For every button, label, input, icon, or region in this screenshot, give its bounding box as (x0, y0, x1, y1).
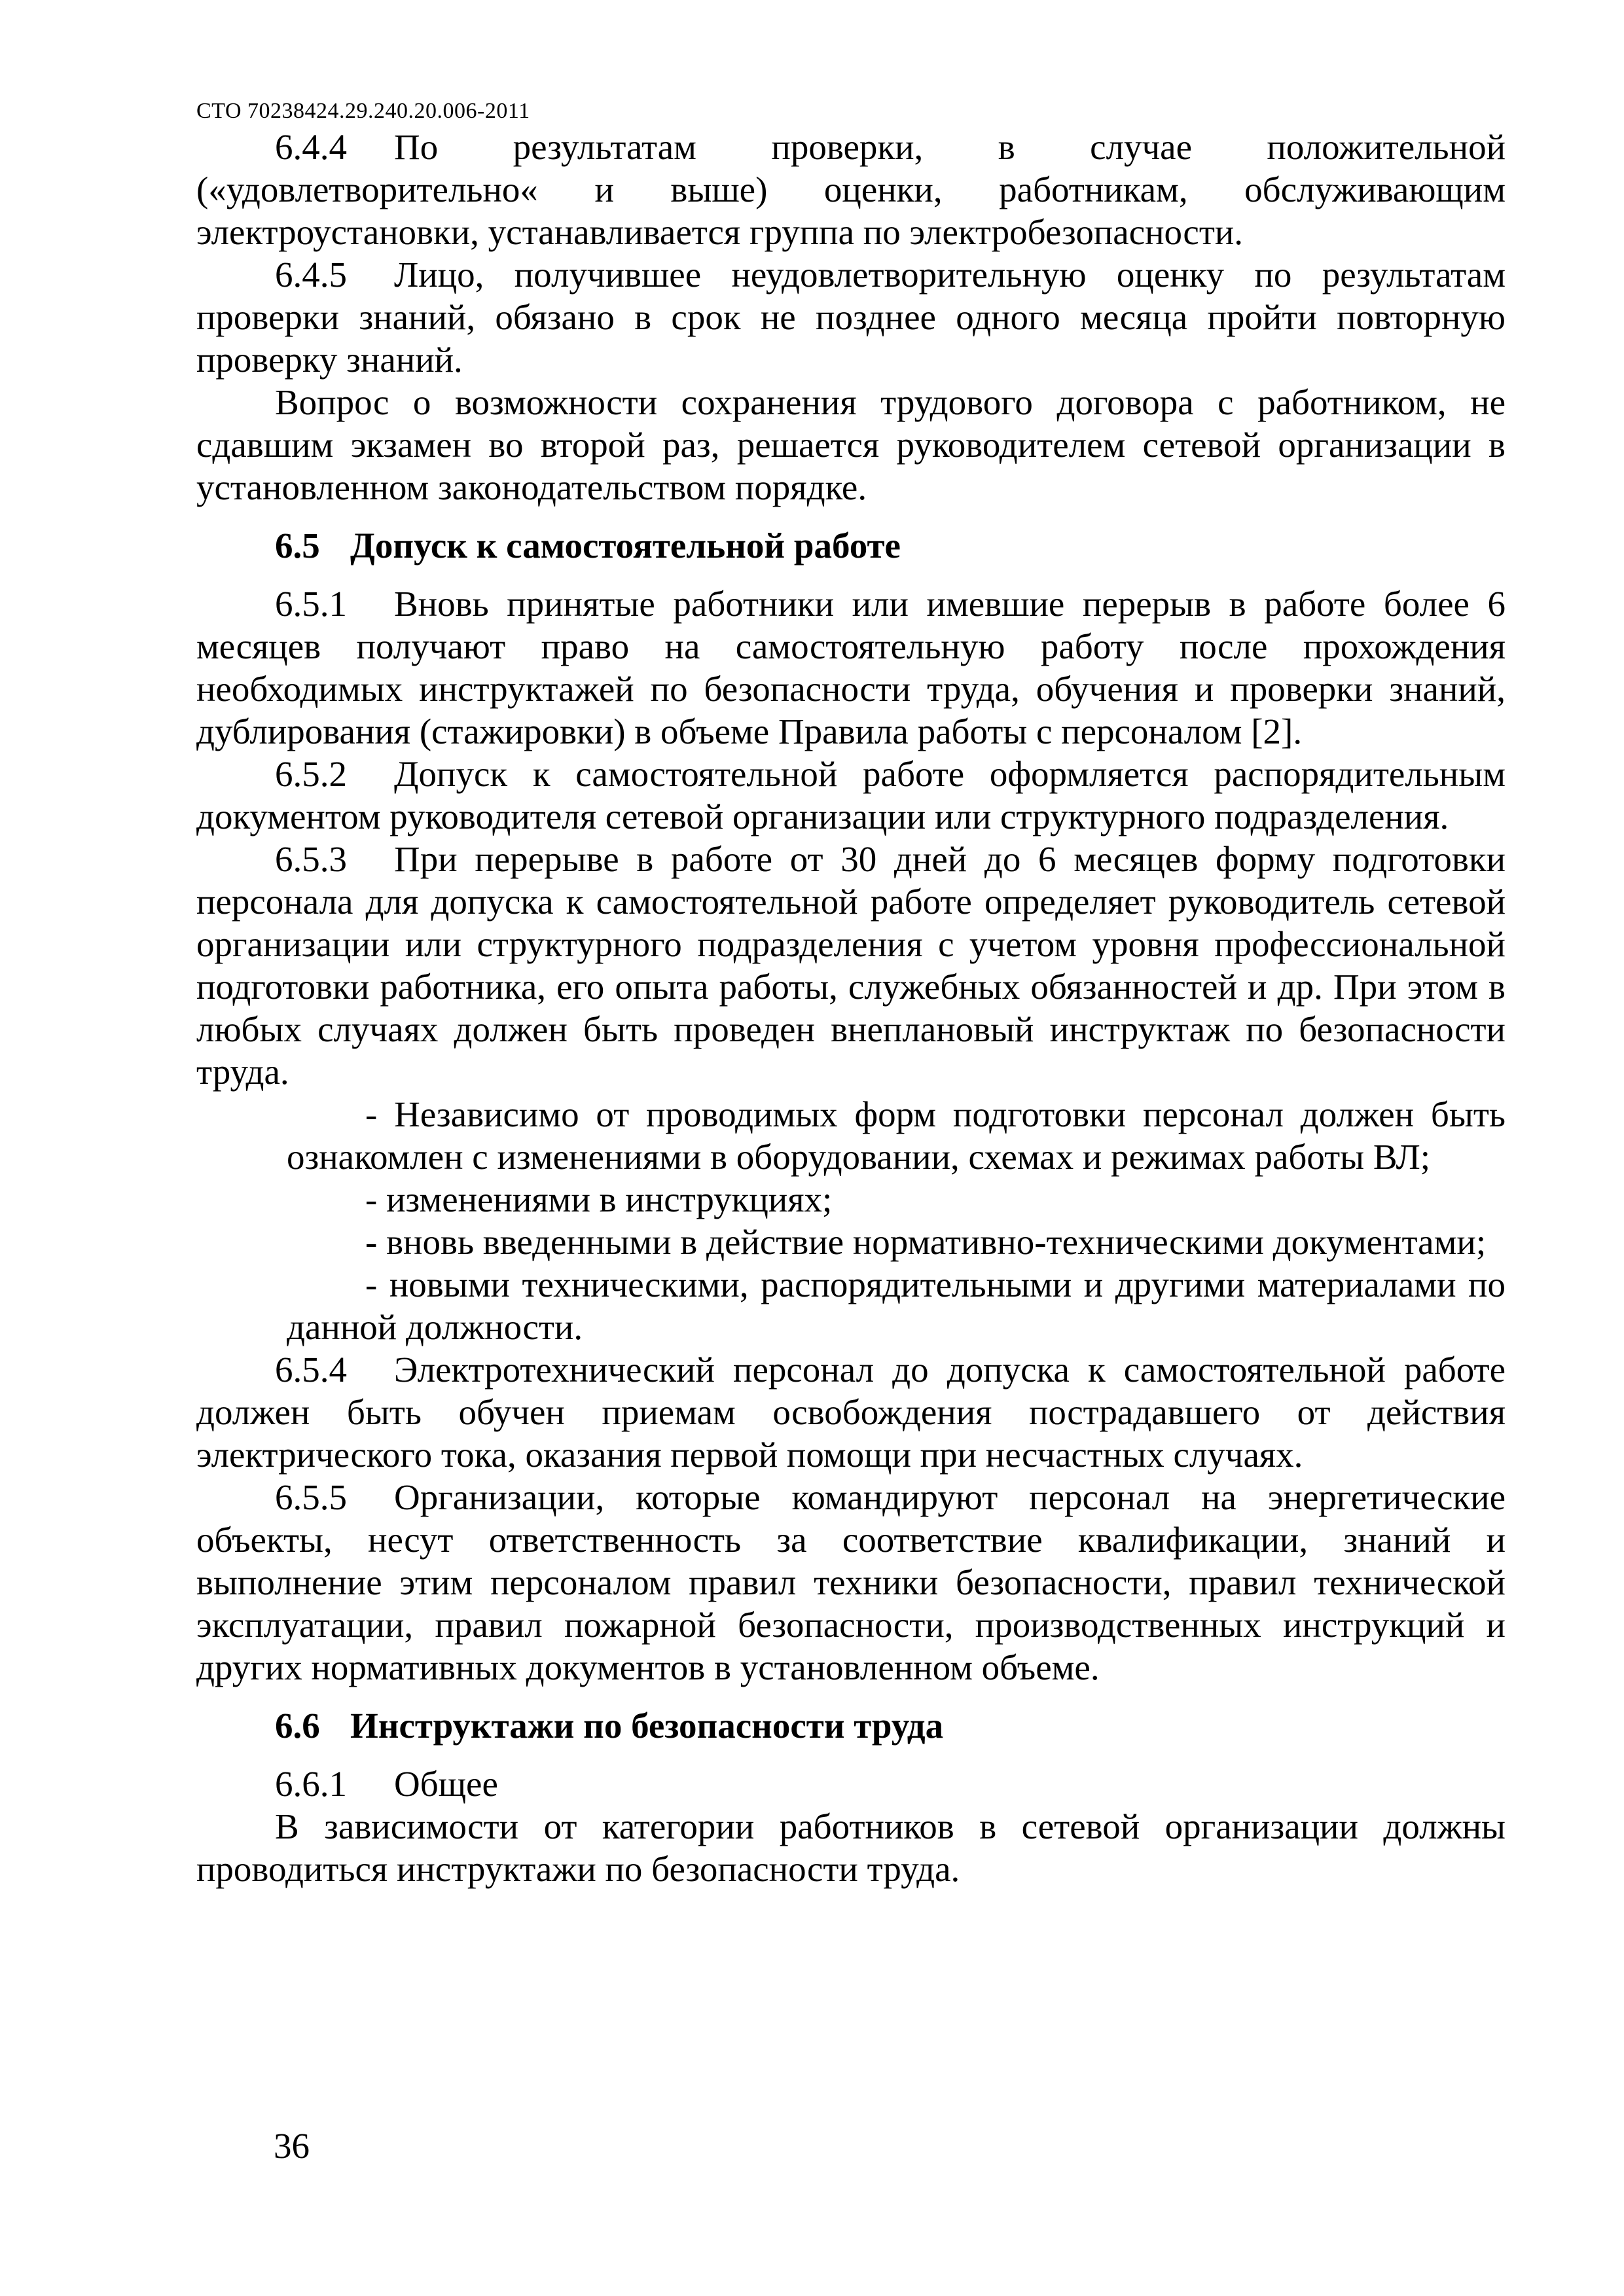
clause-text: При перерыве в работе от 30 дней до 6 месяцев форму подготовки персонала для допуска к самостоятельной работе определяет руководитель сетевой организации или структурного подразделения с учетом уровня профессиональной подготовки работника, его опыта работы, служебных обязанностей и др. При этом в любых случаях должен быть проведен внеплановый инструктаж по безопасности труда. (196, 839, 1506, 1092)
section-heading-6-6 (196, 1704, 1506, 1747)
paragraph-6-5-5 (196, 1476, 1506, 1689)
list-item: - новыми техническими, распорядительными и другими материалами по данной должности. (287, 1265, 1506, 1347)
clause-text: Организации, которые командируют персонал на энергетические объекты, несут ответственность за соответствие квалификации, знаний и выполнение этим персоналом правил техники безопасности, правил технической эксплуатации, правил пожарной безопасности, производственных инструкций и других нормативных документов в установленном объеме. (196, 1477, 1506, 1687)
section-title: Инструктажи по безопасности труда (350, 1706, 944, 1746)
clause-text: Допуск к самостоятельной работе оформляется распорядительным документом руководителя сетевой организации или структурного подразделения. (196, 754, 1506, 836)
clause-number: 6.5.5 (275, 1477, 347, 1517)
list-item: - Независимо от проводимых форм подготовки персонал должен быть ознакомлен с изменениями в оборудовании, схемах и режимах работы ВЛ; (287, 1094, 1506, 1177)
paragraph-6-4-5 (196, 253, 1506, 381)
section-heading-6-5 (196, 524, 1506, 567)
clause-number: 6.5.1 (275, 584, 347, 624)
section-title: Допуск к самостоятельной работе (350, 526, 901, 565)
paragraph-6-5-1 (196, 583, 1506, 753)
paragraph-6-4-5-continued: Вопрос о возможности сохранения трудового договора с работником, не сдавшим экзамен во второй раз, решается руководителем сетевой организации в установленном законодательством порядке. (196, 382, 1506, 507)
clause-number: 6.5.3 (275, 839, 347, 879)
clause-text: Общее (394, 1764, 498, 1804)
clause-number: 6.6.1 (275, 1764, 347, 1804)
clause-text: Вновь принятые работники или имевшие перерыв в работе более 6 месяцев получают право на самостоятельную работу после прохождения необходимых инструктажей по безопасности труда, обучения и проверки знаний, дублирования (стажировки) в объеме Правила работы с персоналом [2]. (196, 584, 1506, 751)
clause-text: По результатам проверки, в случае положительной («удовлетворительно« и выше) оценки, работникам, обслуживающим электроустановки, устанавливается группа по электробезопасности. (196, 127, 1506, 252)
clause-number: 6.5.4 (275, 1350, 347, 1390)
clause-number: 6.4.5 (275, 255, 347, 295)
paragraph-6-5-4 (196, 1348, 1506, 1476)
clause-text: Лицо, получившее неудовлетворительную оценку по результатам проверки знаний, обязано в срок не позднее одного месяца пройти повторную проверку знаний. (196, 255, 1506, 380)
list-item: - вновь введенными в действие нормативно-техническими документами; (365, 1222, 1487, 1262)
paragraph-6-6-1 (196, 1763, 1506, 1805)
page-number: 36 (274, 2126, 310, 2166)
paragraph-6-5-2 (196, 753, 1506, 838)
clause-text: Электротехнический персонал до допуска к самостоятельной работе должен быть обучен приемам освобождения пострадавшего от действия электрического тока, оказания первой помощи при несчастных случаях. (196, 1350, 1506, 1475)
clause-number: 6.5.2 (275, 754, 347, 794)
paragraph-6-4-4 (196, 126, 1506, 253)
clause-number: 6.4.4 (275, 127, 347, 167)
section-number: 6.5 (275, 526, 320, 565)
list-item: - изменениями в инструкциях; (365, 1179, 833, 1219)
document-page (196, 98, 1506, 1890)
paragraph-6-6-1-continued: В зависимости от категории работников в сетевой организации должны проводиться инструктажи по безопасности труда. (196, 1806, 1506, 1889)
section-number: 6.6 (275, 1706, 320, 1746)
document-code-header: СТО 70238424.29.240.20.006-2011 (196, 99, 530, 123)
paragraph-6-5-3 (196, 838, 1506, 1093)
